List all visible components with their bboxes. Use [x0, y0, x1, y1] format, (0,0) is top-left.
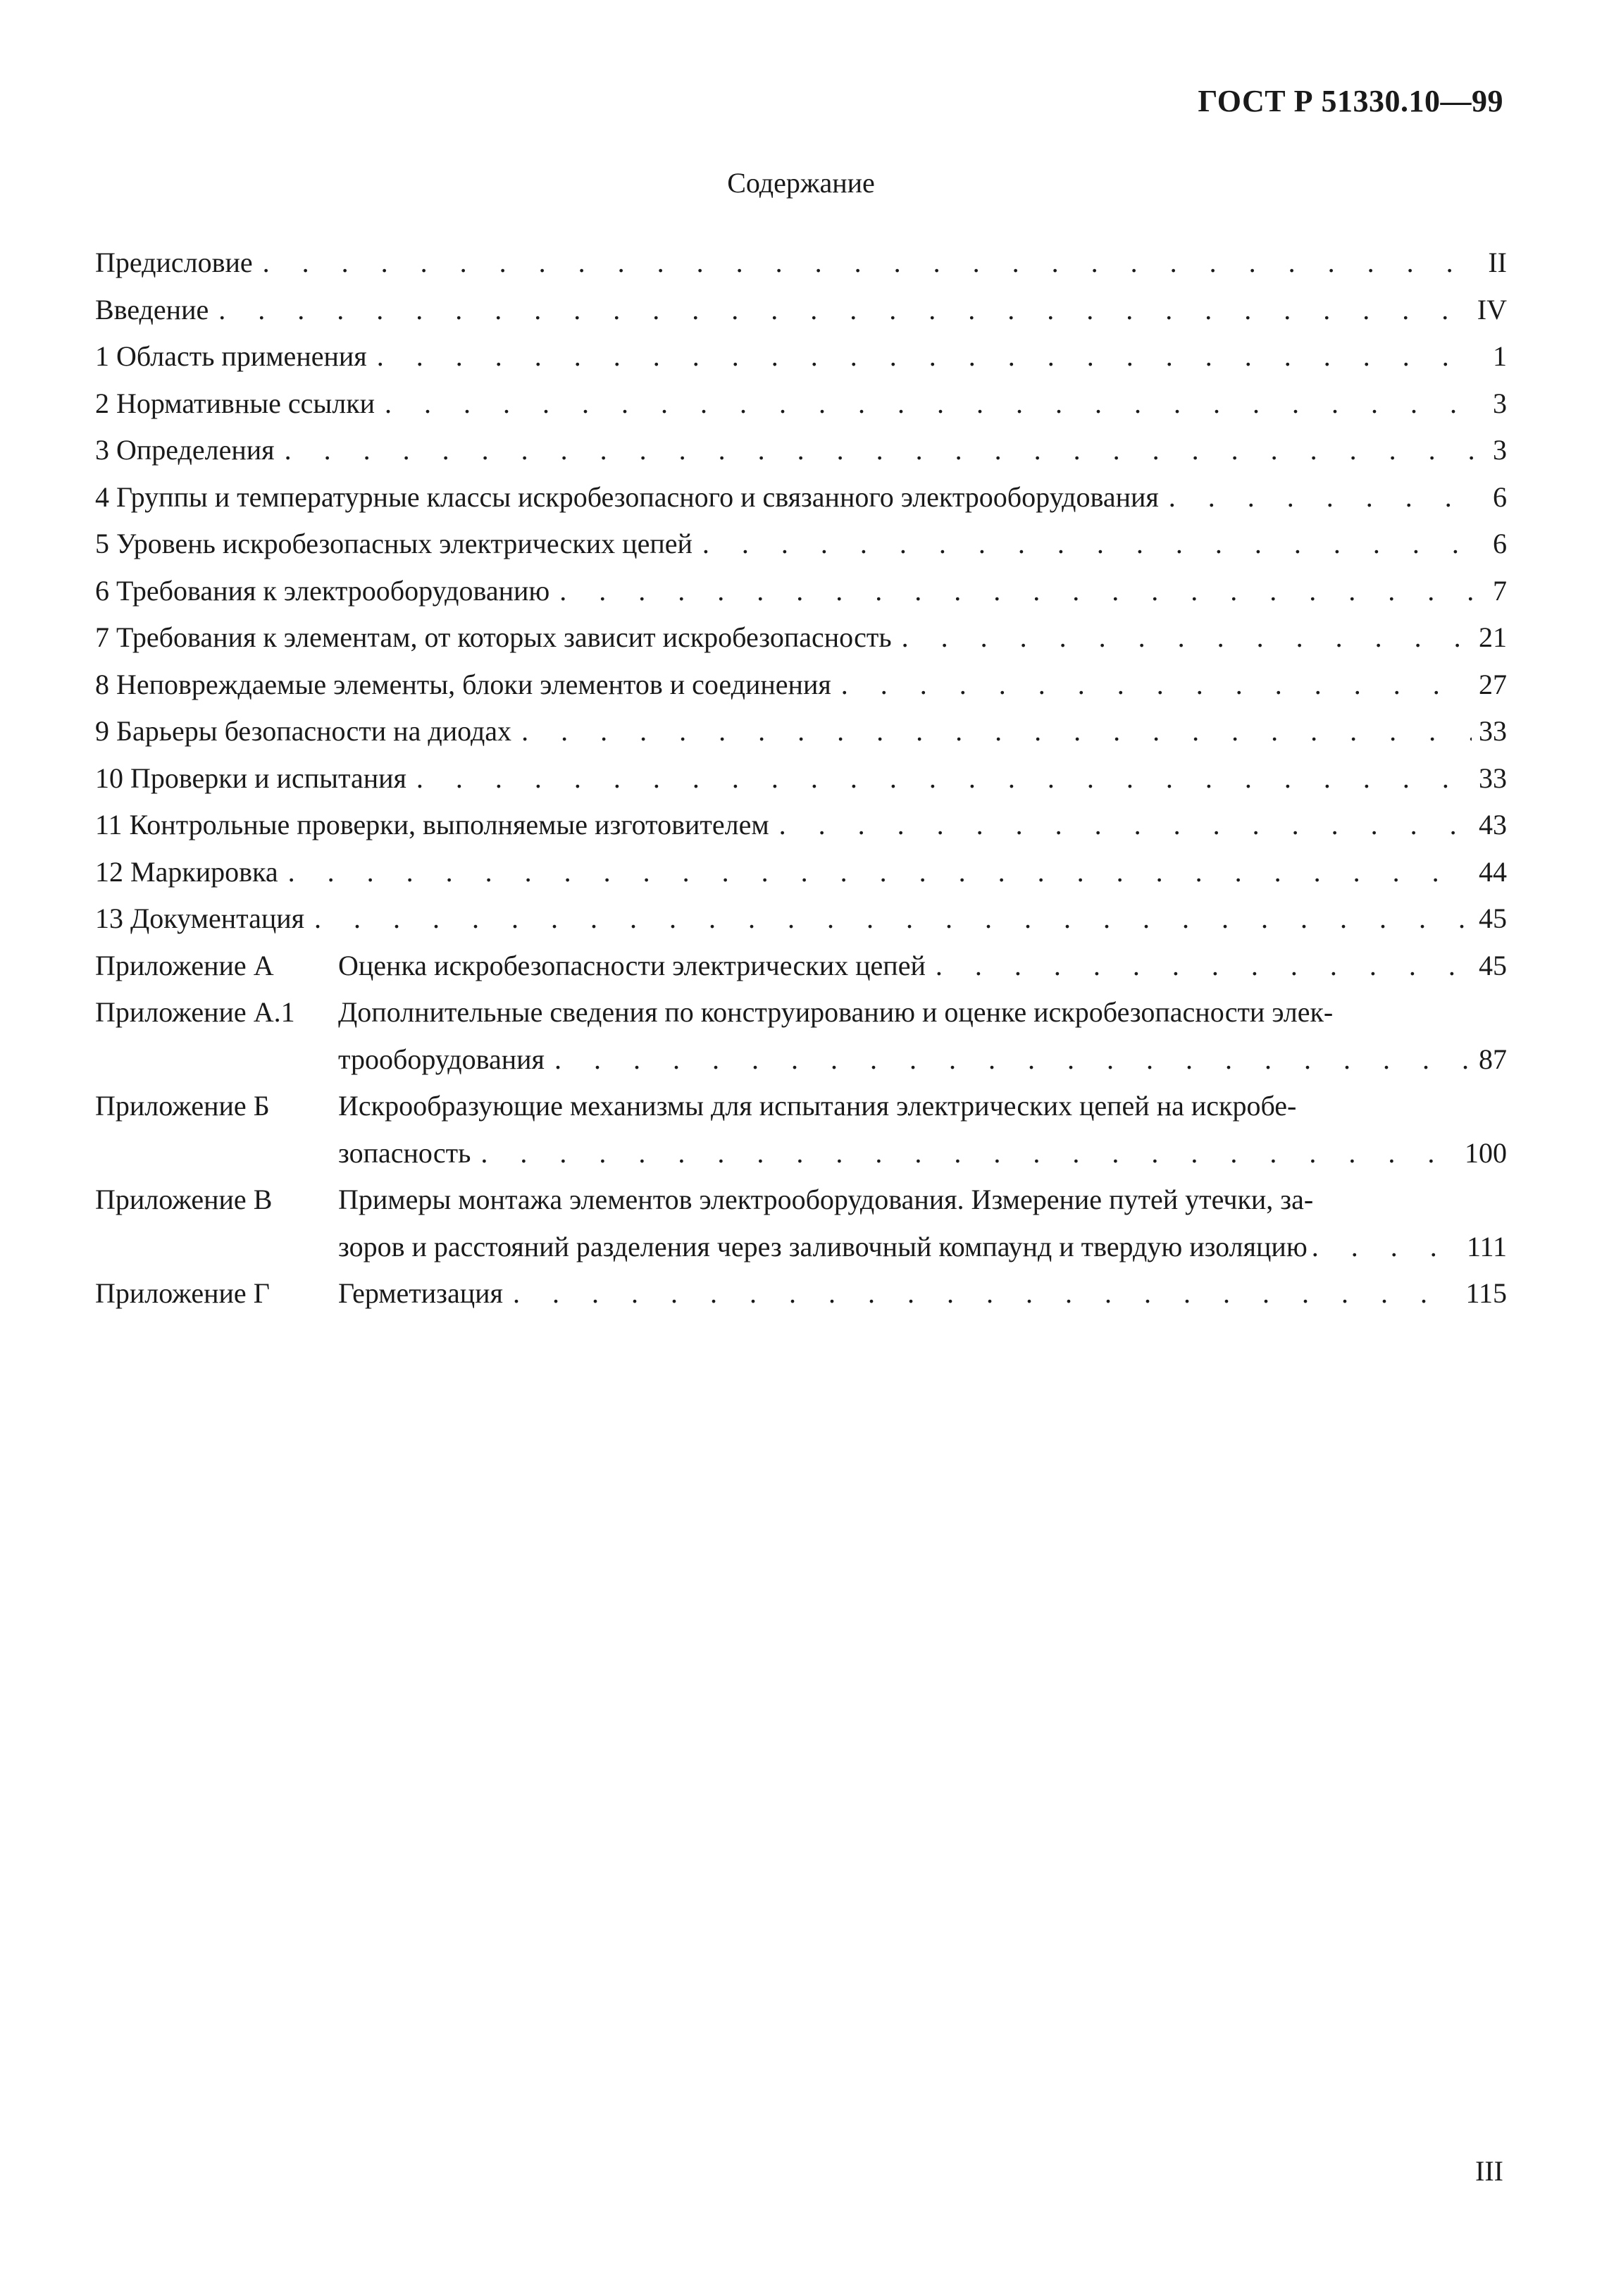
- toc-appendix-entry[interactable]: [95, 943, 1507, 990]
- toc-entry-page: 7: [1493, 574, 1507, 607]
- toc-entry[interactable]: [95, 614, 1507, 662]
- toc-entry-page: 3: [1493, 387, 1507, 419]
- appendix-line: [338, 1224, 1507, 1271]
- toc-entry-label: 7 Требования к элементам, от которых зависит искробезопасность: [95, 621, 892, 653]
- appendix-label: Приложение Б: [95, 1090, 270, 1122]
- dot-leader: [559, 568, 1479, 615]
- toc-appendix-entry[interactable]: [95, 1177, 1507, 1270]
- toc-entry-page: 43: [1479, 809, 1507, 840]
- appendix-title-line2: зоров и расстояний разделения через заливочный компаунд и твердую изоляцию: [338, 1230, 1308, 1262]
- dot-leader: [841, 662, 1472, 709]
- toc-appendix-entry[interactable]: [95, 1083, 1507, 1177]
- dot-leader: [1169, 474, 1479, 521]
- toc-entry-label: 5 Уровень искробезопасных электрических цепей: [95, 528, 693, 559]
- appendix-label: Приложение В: [95, 1184, 273, 1215]
- toc-entry-label: 4 Группы и температурные классы искробезопасного и связанного электрооборудования: [95, 480, 1159, 513]
- toc-entry-page: 21: [1479, 621, 1507, 653]
- toc-appendix-entry[interactable]: [95, 989, 1507, 1083]
- dot-leader: [480, 1130, 1458, 1177]
- dot-leader: [1312, 1224, 1463, 1271]
- appendix-page: 115: [1465, 1277, 1507, 1309]
- dot-leader: [936, 943, 1472, 990]
- appendix-title: Оценка искробезопасности электрических цепей: [338, 949, 926, 981]
- appendix-page: 100: [1465, 1136, 1507, 1169]
- toc-entry-page: 27: [1479, 668, 1507, 700]
- toc-entry-page: 1: [1493, 340, 1507, 372]
- toc-entry[interactable]: [95, 287, 1507, 334]
- appendix-page: 111: [1466, 1230, 1507, 1262]
- appendix-line: [338, 1130, 1507, 1177]
- dot-leader: [902, 614, 1472, 662]
- appendix-label: Приложение Г: [95, 1277, 270, 1309]
- appendix-body: [338, 989, 1507, 1083]
- dot-leader: [779, 802, 1472, 849]
- toc-entry-label: 6 Требования к электрооборудованию: [95, 574, 550, 607]
- dot-leader: [513, 1270, 1459, 1317]
- appendix-title: Герметизация: [338, 1277, 503, 1309]
- appendix-body: [338, 943, 1507, 990]
- toc-entry-label: 3 Определения: [95, 434, 275, 466]
- toc-entry-label: 2 Нормативные ссылки: [95, 387, 375, 419]
- appendix-title-line1: Дополнительные сведения по конструированию и оценке искробезопасности элек-: [338, 996, 1334, 1028]
- toc-entry[interactable]: [95, 755, 1507, 802]
- appendix-title-line1: Примеры монтажа элементов электрооборудования. Измерение путей утечки, за-: [338, 1184, 1314, 1215]
- toc-entry[interactable]: [95, 380, 1507, 428]
- appendix-line: [338, 943, 1507, 990]
- toc-entry-label: 11 Контрольные проверки, выполняемые изготовителем: [95, 809, 769, 840]
- toc-entry-label: 10 Проверки и испытания: [95, 762, 406, 794]
- toc-entry[interactable]: [95, 521, 1507, 568]
- dot-leader: [702, 521, 1479, 568]
- toc-entry-label: 9 Барьеры безопасности на диодах: [95, 715, 512, 747]
- toc-entry[interactable]: [95, 474, 1507, 521]
- appendix-page: 45: [1479, 949, 1507, 981]
- appendix-label: Приложение А: [95, 949, 274, 981]
- toc-entry-label: 13 Документация: [95, 902, 305, 934]
- toc-entry-label: 1 Область применения: [95, 340, 367, 372]
- toc-entry-label: Предисловие: [95, 247, 253, 278]
- appendix-title-line2: зопасность: [338, 1136, 471, 1169]
- toc-entry[interactable]: [95, 333, 1507, 380]
- toc-entry-label: Введение: [95, 293, 209, 325]
- toc-entry-label: 12 Маркировка: [95, 855, 278, 888]
- appendix-page: 87: [1479, 1043, 1507, 1075]
- appendix-label: Приложение А.1: [95, 996, 295, 1028]
- page-number: III: [1475, 2155, 1503, 2187]
- toc-entry-page: 3: [1493, 434, 1507, 466]
- toc-entry-page: 6: [1493, 528, 1507, 559]
- toc-entry-label: 8 Неповреждаемые элементы, блоки элементов и соединения: [95, 668, 831, 700]
- toc-entry-page: IV: [1477, 293, 1507, 325]
- dot-leader: [377, 333, 1479, 380]
- appendix-line: [338, 1270, 1507, 1317]
- toc-entry[interactable]: [95, 849, 1507, 896]
- dot-leader: [288, 849, 1472, 896]
- table-of-contents: [95, 240, 1507, 1317]
- toc-appendix-entry[interactable]: [95, 1270, 1507, 1317]
- appendix-line: [338, 1036, 1507, 1084]
- toc-entry-page: 44: [1479, 855, 1507, 888]
- dot-leader: [218, 287, 1470, 334]
- toc-entry[interactable]: [95, 708, 1507, 755]
- dot-leader: [314, 895, 1472, 943]
- toc-entry[interactable]: [95, 568, 1507, 615]
- dot-leader: [263, 240, 1479, 287]
- toc-entry-page: 6: [1493, 480, 1507, 513]
- toc-entry-page: II: [1488, 247, 1507, 278]
- dot-leader: [385, 380, 1479, 428]
- appendix-body: [338, 1270, 1507, 1317]
- dot-leader: [554, 1036, 1472, 1084]
- dot-leader: [285, 427, 1479, 474]
- document-code: ГОСТ Р 51330.10—99: [1198, 84, 1503, 118]
- toc-entry[interactable]: [95, 662, 1507, 709]
- dot-leader: [416, 755, 1472, 802]
- toc-entry[interactable]: [95, 802, 1507, 849]
- appendix-title-line2: трооборудования: [338, 1043, 545, 1075]
- toc-entry-page: 45: [1479, 902, 1507, 934]
- appendix-title-line1: Искрообразующие механизмы для испытания электрических цепей на искробе-: [338, 1090, 1297, 1122]
- toc-entry[interactable]: [95, 895, 1507, 943]
- toc-entry-page: 33: [1479, 715, 1507, 747]
- appendix-body: [338, 1177, 1507, 1270]
- toc-title: Содержание: [727, 167, 875, 199]
- toc-entry-page: 33: [1479, 762, 1507, 794]
- toc-entry[interactable]: [95, 240, 1507, 287]
- dot-leader: [521, 708, 1472, 755]
- toc-entry[interactable]: [95, 427, 1507, 474]
- appendix-body: [338, 1083, 1507, 1177]
